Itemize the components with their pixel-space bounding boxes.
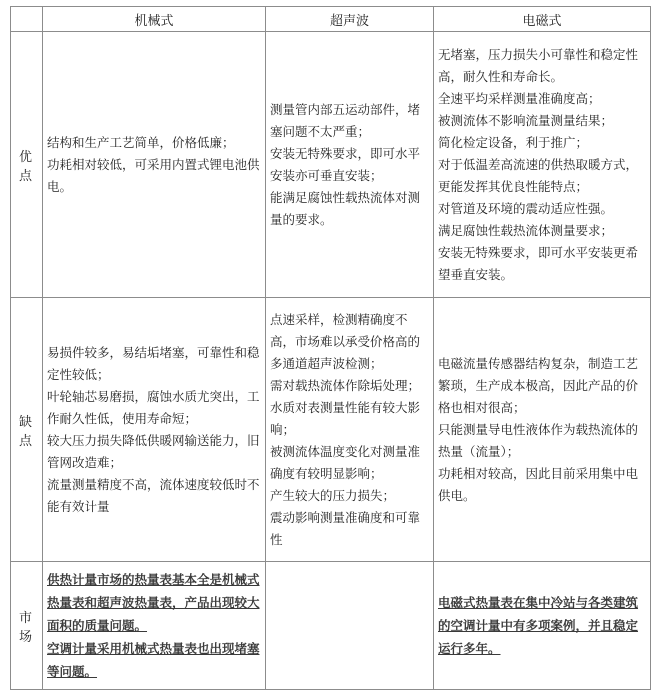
cell-line: 被测流体不影响流量测量结果；	[438, 112, 614, 128]
cell-pros-mechanical	[43, 32, 266, 298]
cell-line: 简化检定设备，利于推广；	[438, 134, 589, 150]
row-market	[11, 562, 651, 690]
cell-market-ultrasonic	[266, 562, 434, 690]
cell-line: 供热计量市场的热量表基本全是机械式热量表和超声波热量表，产品出现较大面积的质量问题。	[47, 572, 260, 633]
cell-line: 结构和生产工艺简单，价格低廉；	[47, 134, 235, 150]
header-electromagnetic: 电磁式	[434, 7, 651, 32]
cell-line: 流量测量精度不高，流体速度较低时不能有效计量	[47, 476, 260, 514]
comparison-table	[10, 6, 651, 690]
cell-line: 电磁式热量表在集中冷站与各类建筑的空调计量中有多项案例，并且稳定运行多年。	[438, 595, 639, 656]
cell-line: 全速平均采样测量准确度高；	[438, 90, 601, 106]
cell-pros-ultrasonic	[266, 32, 434, 298]
cell-cons-mechanical	[43, 298, 266, 562]
cell-line: 水质对表测量性能有较大影响；	[270, 399, 421, 437]
row-label-market: 市 场	[11, 562, 43, 690]
cell-market-electromagnetic	[434, 562, 651, 690]
cell-line: 功耗相对较高，因此目前采用集中电供电。	[438, 465, 639, 503]
cell-line: 易损件较多，易结垢堵塞，可靠性和稳定性较低；	[47, 344, 260, 382]
cell-line: 安装无特殊要求，即可水平安装亦可垂直安装；	[270, 145, 421, 183]
row-pros	[11, 32, 651, 298]
cell-line: 空调计量采用机械式热量表也出现堵塞等问题。	[47, 641, 260, 679]
cell-line: 被测流体温度变化对测量准确度有较明显影响；	[270, 443, 421, 481]
cell-line: 电磁流量传感器结构复杂，制造工艺繁琐，生产成本极高，因此产品的价格也相对很高；	[438, 355, 639, 415]
cell-pros-electromagnetic	[434, 32, 651, 298]
cell-line: 需对载热流体作除垢处理；	[270, 377, 421, 393]
header-mechanical: 机械式	[43, 7, 266, 32]
cell-line: 对于低温差高流速的供热取暖方式，更能发挥其优良性能特点；	[438, 156, 639, 194]
header-corner	[11, 7, 43, 32]
cell-line: 震动影响测量准确度和可靠性	[270, 509, 421, 547]
cell-line: 满足腐蚀性载热流体测量要求；	[438, 222, 614, 238]
header-ultrasonic: 超声波	[266, 7, 434, 32]
cell-line: 叶轮轴芯易磨损，腐蚀水质尤突出，工作耐久性低，使用寿命短；	[47, 388, 260, 426]
cell-line: 对管道及环境的震动适应性强。	[438, 200, 614, 216]
row-cons	[11, 298, 651, 562]
cell-cons-ultrasonic	[266, 298, 434, 562]
cell-market-mechanical	[43, 562, 266, 690]
cell-line: 较大压力损失降低供暖网输送能力，旧管网改造难；	[47, 432, 260, 470]
cell-line: 测量管内部五运动部件，堵塞问题不太严重；	[270, 101, 421, 139]
cell-line: 功耗相对较低，可采用内置式锂电池供电。	[47, 156, 260, 194]
row-label-pros: 优 点	[11, 32, 43, 298]
cell-line: 能满足腐蚀性载热流体对测量的要求。	[270, 189, 421, 227]
header-row	[11, 7, 651, 32]
cell-line: 无堵塞，压力损失小可靠性和稳定性高，耐久性和寿命长。	[438, 46, 639, 84]
cell-line: 安装无特殊要求，即可水平安装更希望垂直安装。	[438, 244, 639, 282]
cell-line: 点速采样，检测精确度不高，市场难以承受价格高的多通道超声波检测；	[270, 311, 421, 371]
cell-cons-electromagnetic	[434, 298, 651, 562]
cell-line: 只能测量导电性液体作为载热流体的热量（流量）；	[438, 421, 639, 459]
cell-line: 产生较大的压力损失；	[270, 487, 396, 503]
row-label-cons: 缺 点	[11, 298, 43, 562]
